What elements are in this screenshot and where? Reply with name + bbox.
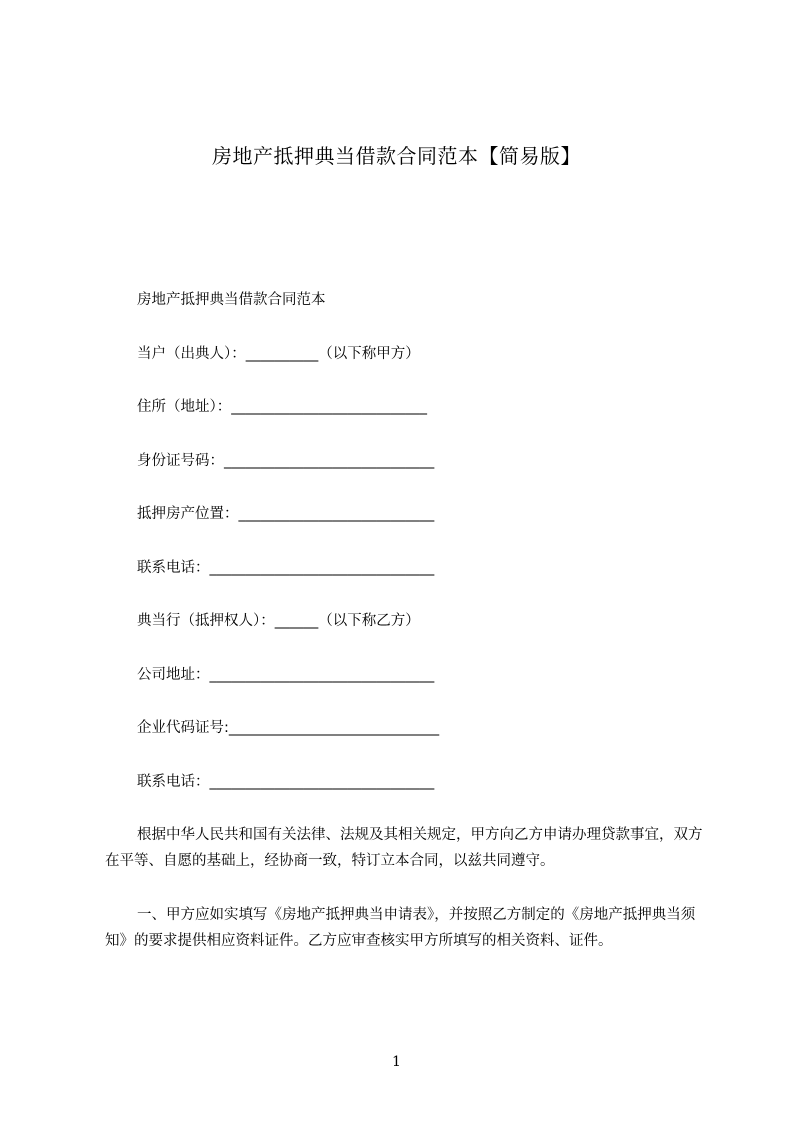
field-id-number: 身份证号码：_____________________________ [137, 453, 435, 469]
field-property-location: 抵押房产位置：___________________________ [137, 506, 435, 522]
paragraph-clause-1-text: 一、甲方应如实填写《房地产抵押典当申请表》，并按照乙方制定的《房地产抵押典当须知》的要求提供相应资料证件。乙方应审查核实甲方所填写的相关资料、证件。 [105, 907, 696, 949]
field-address: 住所（地址）：___________________________ [137, 399, 427, 415]
paragraph-clause-1 [105, 902, 705, 954]
field-enterprise-code: 企业代码证号:_____________________________ [137, 720, 440, 736]
field-pawnshop: 典当行（抵押权人）：______（以下称乙方） [137, 613, 420, 629]
page-number: 1 [392, 1054, 401, 1070]
document-title: 房地产抵押典当借款合同范本【简易版】 [212, 144, 581, 168]
field-pawnor: 当户（出典人）：__________（以下称甲方） [137, 346, 420, 362]
field-phone-b: 联系电话：_______________________________ [137, 774, 435, 790]
field-phone-a: 联系电话：_______________________________ [137, 560, 435, 576]
paragraph-preamble [105, 822, 705, 874]
paragraph-preamble-text: 根据中华人民共和国有关法律、法规及其相关规定，甲方向乙方申请办理贷款事宜，双方在平等、自愿的基础上，经协商一致，特订立本合同，以兹共同遵守。 [105, 827, 703, 869]
field-company-address: 公司地址：_______________________________ [137, 667, 435, 683]
document-subtitle: 房地产抵押典当借款合同范本 [137, 292, 326, 308]
